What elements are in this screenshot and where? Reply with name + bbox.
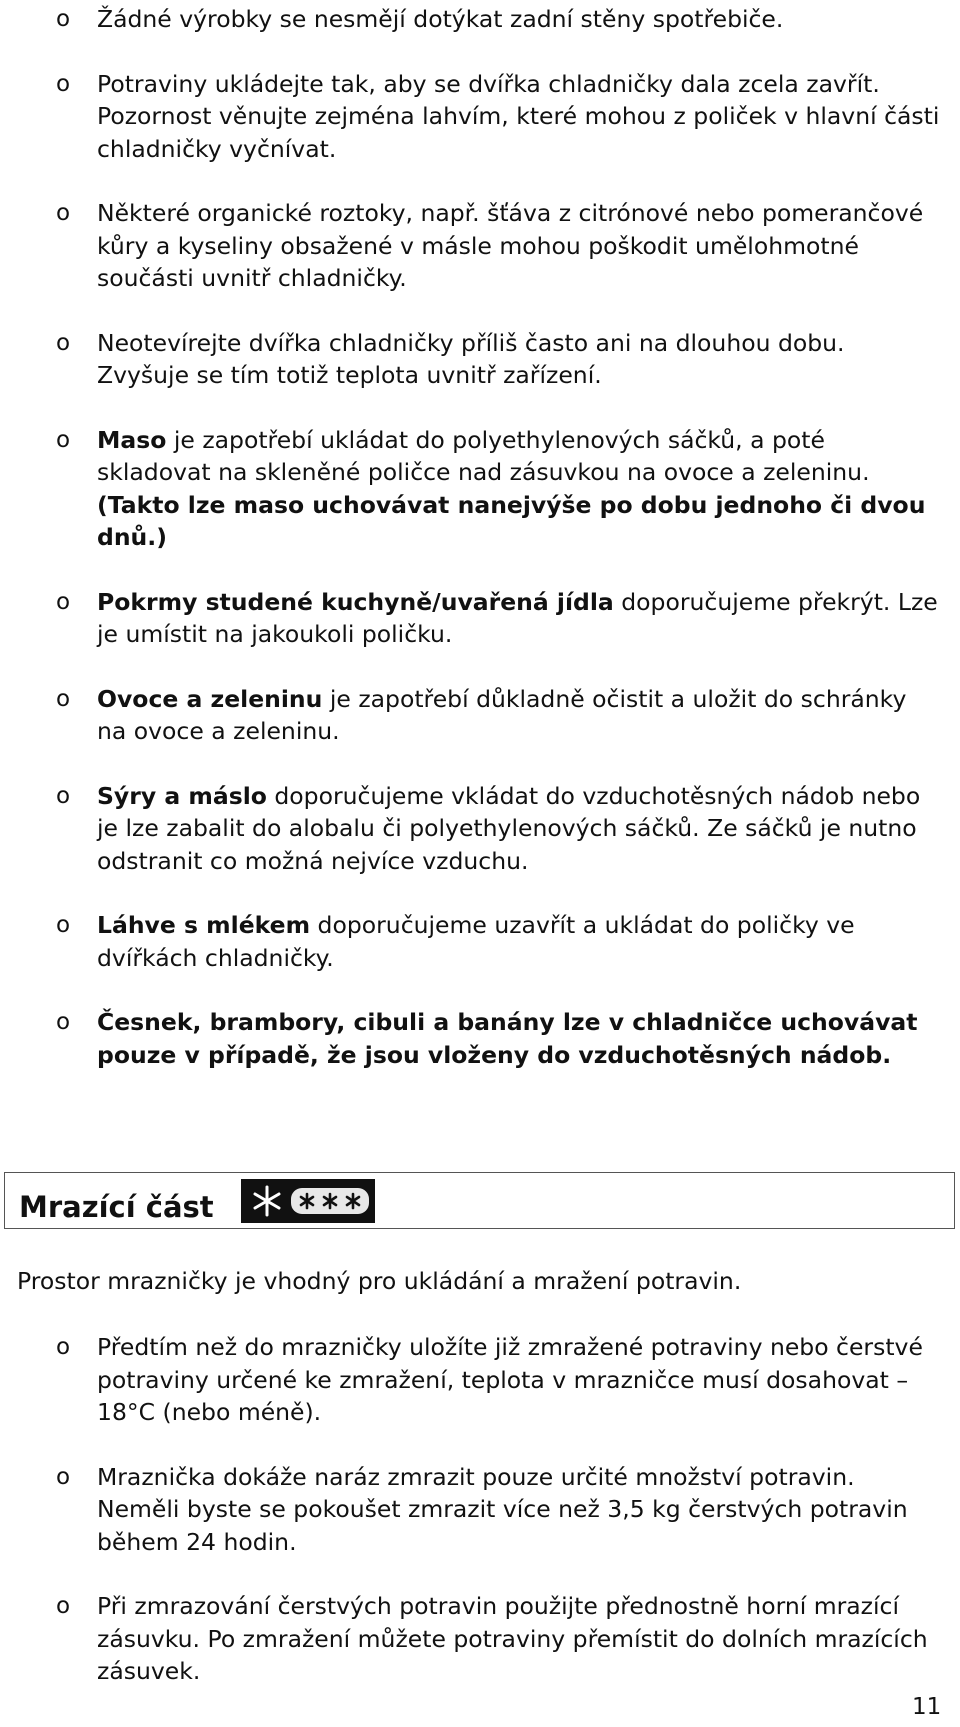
list-item xyxy=(0,1590,960,1688)
body-text: je zapotřebí ukládat do polyethylenových sáčků, a poté skladovat na skleněné poličce nad zásuvkou na ovoce a zeleninu. xyxy=(97,425,870,486)
bullet-marker: o xyxy=(56,426,71,453)
list-spacer xyxy=(0,165,960,197)
list-item xyxy=(0,1461,960,1559)
list-spacer xyxy=(0,554,960,586)
section-title: Mrazící část xyxy=(19,1190,214,1224)
list-item-text xyxy=(97,780,942,878)
list-item-text xyxy=(97,1006,942,1071)
body-text: Mraznička dokáže naráz zmrazit pouze určité množství potravin. Neměli byste se pokoušet zmrazit více než 3,5 kg čerstvých potravin během 24 hodin. xyxy=(97,1462,908,1556)
freezer-three-star-icon xyxy=(241,1179,375,1223)
list-item-text xyxy=(97,197,942,295)
list-item xyxy=(0,68,960,166)
emphasis-text: Maso xyxy=(97,425,167,454)
list-item xyxy=(0,197,960,295)
list-item-text xyxy=(97,68,942,166)
list-item-text xyxy=(97,683,942,748)
list-spacer xyxy=(0,392,960,424)
list-spacer xyxy=(0,295,960,327)
list-spacer xyxy=(0,1429,960,1461)
list-item-text xyxy=(97,327,942,392)
storage-tips-list xyxy=(0,3,960,1071)
body-text: doporučujeme uzavřít a ukládat do poličky ve dvířkách chladničky. xyxy=(97,911,855,972)
list-item-text xyxy=(97,3,942,36)
list-item xyxy=(0,909,960,974)
emphasis-text: Česnek, brambory, cibuli a banány lze v chladničce uchovávat pouze v případě, že jsou vloženy do vzduchotěsných nádob. xyxy=(97,1008,918,1069)
list-item xyxy=(0,327,960,392)
bullet-marker: o xyxy=(56,70,71,97)
body-text: Předtím než do mrazničky uložíte již zmražené potraviny nebo čerstvé potraviny určené ke zmražení, teplota v mrazničce musí dosahovat – 18°C (nebo méně). xyxy=(97,1333,923,1426)
list-item xyxy=(0,683,960,748)
list-item-text xyxy=(97,586,942,651)
list-item-text xyxy=(97,1590,942,1688)
bullet-marker: o xyxy=(56,1334,71,1360)
freezer-intro: Prostor mrazničky je vhodný pro ukládání a mražení potravin. xyxy=(17,1267,742,1295)
list-item xyxy=(0,1331,960,1429)
list-spacer xyxy=(0,748,960,780)
freezer-tips-list xyxy=(0,1331,960,1688)
list-item xyxy=(0,3,960,36)
bullet-marker: o xyxy=(56,1463,71,1490)
emphasis-text: Pokrmy studené kuchyně/uvařená jídla xyxy=(97,587,614,616)
list-item xyxy=(0,1006,960,1071)
emphasis-text: Láhve s mlékem xyxy=(97,911,311,939)
body-text: doporučujeme překrýt. Lze je umístit na jakoukoli poličku. xyxy=(97,587,938,648)
emphasis-text: (Takto lze maso uchovávat nanejvýše po dobu jednoho či dvou dnů.) xyxy=(97,490,926,551)
list-item xyxy=(0,780,960,878)
list-item-text xyxy=(97,909,942,974)
list-item xyxy=(0,424,960,554)
list-spacer xyxy=(0,1558,960,1590)
body-text: doporučujeme vkládat do vzduchotěsných nádob nebo je lze zabalit do alobalu či polyethylenových sáčků. Ze sáčků je nutno odstranit co možná nejvíce vzduchu. xyxy=(97,781,921,875)
emphasis-text: Ovoce a zeleninu xyxy=(97,684,323,713)
emphasis-text: Sýry a máslo xyxy=(97,781,267,810)
freezer-section-header xyxy=(4,1172,955,1229)
body-text: Neotevírejte dvířka chladničky příliš často ani na dlouhou dobu. Zvyšuje se tím totiž teplota uvnitř zařízení. xyxy=(97,328,845,389)
list-item xyxy=(0,586,960,651)
list-spacer xyxy=(0,36,960,68)
body-text: Některé organické roztoky, např. šťáva z citrónové nebo pomerančové kůry a kyseliny obsažené v másle mohou poškodit umělohmotné součásti uvnitř chladničky. xyxy=(97,199,924,292)
page-number: 11 xyxy=(912,1694,942,1720)
bullet-marker: o xyxy=(56,329,71,356)
list-item-text xyxy=(97,424,942,554)
list-item-text xyxy=(97,1461,942,1559)
body-text: je zapotřebí důkladně očistit a uložit do schránky na ovoce a zeleninu. xyxy=(97,684,907,745)
body-text: Žádné výrobky se nesmějí dotýkat zadní stěny spotřebiče. xyxy=(97,5,784,33)
list-item-text xyxy=(97,1331,942,1429)
bullet-marker: o xyxy=(56,200,71,226)
list-spacer xyxy=(0,877,960,909)
bullet-marker: o xyxy=(56,685,71,712)
body-text: Potraviny ukládejte tak, aby se dvířka chladničky dala zcela zavřít. Pozornost věnujte zejména lahvím, které mohou z poliček v hlavní části chladničky vyčnívat. xyxy=(97,69,940,163)
bullet-marker: o xyxy=(56,6,71,32)
body-text: Při zmrazování čerstvých potravin použijte přednostně horní mrazící zásuvku. Po zmražení můžete potraviny přemístit do dolních mrazících zásuvek. xyxy=(97,1592,928,1685)
bullet-marker: o xyxy=(56,1593,71,1619)
bullet-marker: o xyxy=(56,782,71,809)
bullet-marker: o xyxy=(56,1009,71,1035)
list-spacer xyxy=(0,651,960,683)
bullet-marker: o xyxy=(56,912,71,938)
list-spacer xyxy=(0,974,960,1006)
bullet-marker: o xyxy=(56,588,71,615)
